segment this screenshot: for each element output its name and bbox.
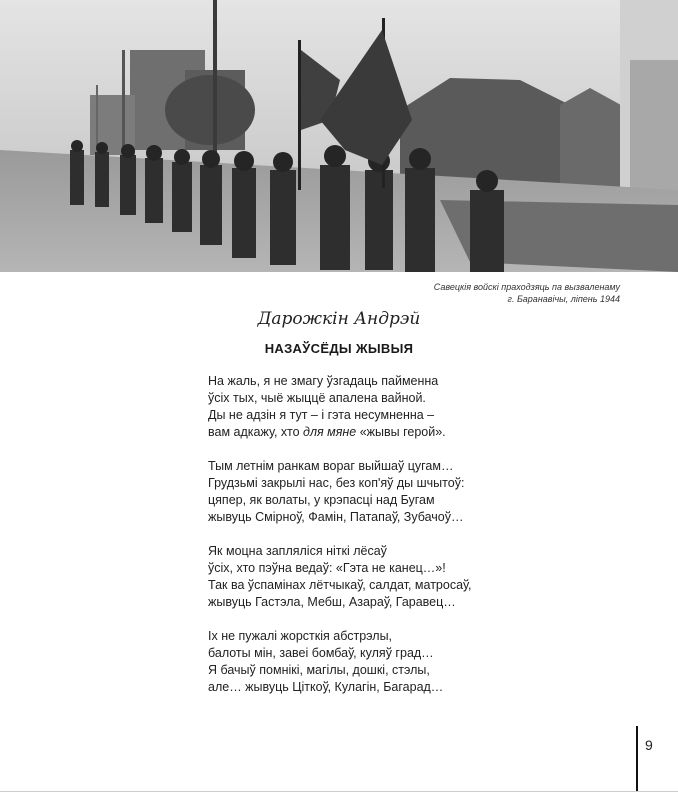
bottom-divider xyxy=(0,791,678,792)
poem-line: жывуць Гастэла, Мебш, Азараў, Гаравец… xyxy=(208,595,456,609)
poem-line: цяпер, як волаты, у крэпасці над Бугам xyxy=(208,493,435,507)
poem-line: Як моцна заплялiся нiткi лёсаў xyxy=(208,544,387,558)
poem-line: але… жывуць Цiткоў, Кулагiн, Багарад… xyxy=(208,680,444,694)
poem-line: На жаль, я не змагу ўзгадаць пайменна xyxy=(208,374,439,388)
page-number: 9 xyxy=(645,737,653,753)
poem-line: балоты мiн, завеi бомбаў, куляў град… xyxy=(208,646,434,660)
poem-line: Так ва ўспамiнах лётчыкаў, салдат, матросаў, xyxy=(208,578,472,592)
poem-line: Я бачыў помнiкi, магiлы, дошкi, стэлы, xyxy=(208,663,430,677)
poem-text: «жывы герой». xyxy=(356,425,446,439)
poem-line: ўсіх тых, чыё жыццё апалена вайной. xyxy=(208,391,426,405)
caption-line: Савецкія войскі праходзяць па вызваленаму xyxy=(433,282,620,292)
poem-line: ўсiх, хто пэўна ведаў: «Гэта не канец…»! xyxy=(208,561,446,575)
caption-line: г. Баранавічы, ліпень 1944 xyxy=(507,294,620,304)
poem-line: жывуць Смірноў, Фамін, Патапаў, Зубачоў… xyxy=(208,510,464,524)
poem-line xyxy=(208,424,508,441)
stanza xyxy=(208,543,508,611)
soldiers-march-photo xyxy=(0,0,678,272)
poem-title: НАЗАЎСЁДЫ ЖЫВЫЯ xyxy=(264,341,414,356)
poem-text: вам адкажу, хто xyxy=(208,425,304,439)
stanza xyxy=(208,373,508,441)
poem-emphasis: для мяне xyxy=(303,425,357,439)
stanza xyxy=(208,458,508,526)
poem-line: Грудзьмі закрылі нас, без коп'яў ды шчытоў: xyxy=(208,476,465,490)
stanza xyxy=(208,628,508,696)
poem-line: Ды не адзін я тут – і гэта несумненна – xyxy=(208,408,435,422)
poem-line: Iх не пужалi жорсткiя абстрэлы, xyxy=(208,629,393,643)
photo-caption xyxy=(434,281,620,305)
poem-body xyxy=(208,373,508,713)
page-number-rule xyxy=(636,726,638,792)
author-name: Дарожкін Андрэй xyxy=(257,309,421,329)
historical-photo xyxy=(0,0,678,272)
poem-line: Тым летнім ранкам вораг выйшаў цугам… xyxy=(208,459,454,473)
